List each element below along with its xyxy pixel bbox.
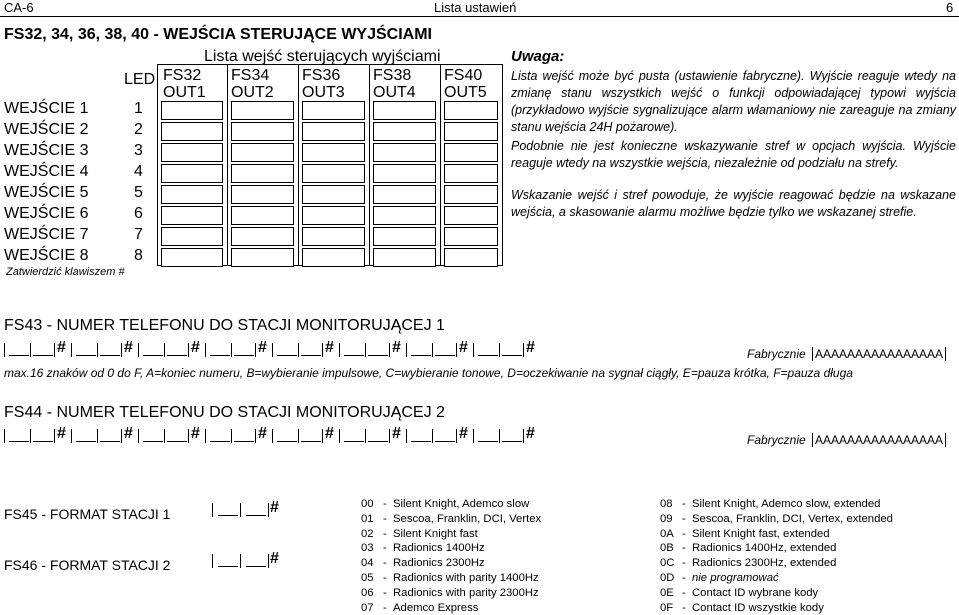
phone-digit-slot[interactable] bbox=[277, 429, 297, 442]
assignment-cell[interactable] bbox=[302, 101, 365, 120]
format-description: Radionics 1400Hz, extended bbox=[692, 542, 837, 555]
digit-separator bbox=[499, 343, 500, 357]
input-row-label: WEJŚCIE 5 bbox=[4, 184, 89, 201]
digit-separator bbox=[164, 429, 165, 443]
fs44-factory-value: AAAAAAAAAAAAAAAA bbox=[812, 433, 946, 447]
format-description: Sescoa, Franklin, DCI, Vertex, extended bbox=[692, 512, 893, 525]
format-description: Contact ID wszystkie kody bbox=[692, 601, 824, 614]
assignment-cell[interactable] bbox=[373, 122, 436, 141]
assignment-cell[interactable] bbox=[231, 122, 294, 141]
assignment-cell[interactable] bbox=[302, 248, 365, 267]
fs44-factory-label: Fabrycznie bbox=[747, 433, 806, 447]
assignment-cell[interactable] bbox=[444, 101, 498, 120]
format-code: 06 bbox=[361, 586, 374, 599]
phone-digit-slot[interactable] bbox=[368, 343, 388, 356]
assignment-cell[interactable] bbox=[161, 143, 223, 162]
column-out-header: OUT5 bbox=[444, 84, 487, 101]
fs46-bar bbox=[240, 554, 241, 568]
digit-separator bbox=[456, 343, 457, 357]
group-hash: # bbox=[526, 425, 535, 442]
input-row-label: WEJŚCIE 8 bbox=[4, 247, 89, 264]
group-hash: # bbox=[57, 425, 66, 442]
phone-digit-slot[interactable] bbox=[368, 429, 388, 442]
grid-column-line bbox=[157, 64, 158, 266]
format-dash: - bbox=[682, 542, 686, 555]
format-description: Radionics with parity 1400Hz bbox=[393, 572, 539, 584]
grid-top-line bbox=[157, 64, 502, 65]
fs46-bar bbox=[212, 554, 213, 568]
digit-separator bbox=[4, 429, 5, 443]
digit-separator bbox=[205, 429, 206, 443]
digit-separator bbox=[30, 429, 31, 443]
input-led-number: 8 bbox=[134, 247, 143, 264]
assignment-cell[interactable] bbox=[231, 185, 294, 204]
group-hash: # bbox=[459, 339, 468, 356]
digit-separator bbox=[138, 429, 139, 443]
phone-digit-slot[interactable] bbox=[143, 343, 163, 356]
input-row-label: WEJŚCIE 3 bbox=[4, 142, 89, 159]
digit-separator bbox=[71, 429, 72, 443]
fs43-factory-value: AAAAAAAAAAAAAAAA bbox=[812, 347, 946, 361]
digit-separator bbox=[473, 429, 474, 443]
phone-digit-slot[interactable] bbox=[478, 429, 498, 442]
phone-digit-slot[interactable] bbox=[100, 343, 120, 356]
fs46-hash: # bbox=[270, 550, 279, 567]
group-hash: # bbox=[392, 425, 401, 442]
format-description: Silent Knight fast bbox=[393, 527, 478, 540]
digit-separator bbox=[523, 343, 524, 357]
assignment-cell[interactable] bbox=[231, 143, 294, 162]
assignment-cell[interactable] bbox=[231, 227, 294, 246]
group-hash: # bbox=[124, 339, 133, 356]
assignment-cell[interactable] bbox=[231, 101, 294, 120]
digit-separator bbox=[121, 429, 122, 443]
format-description: Silent Knight, Ademco slow, extended bbox=[692, 498, 881, 510]
column-fs-header: FS38 bbox=[373, 67, 412, 84]
column-fs-header: FS34 bbox=[231, 67, 270, 84]
assignment-cell[interactable] bbox=[161, 122, 223, 141]
digit-separator bbox=[473, 343, 474, 357]
digit-separator bbox=[365, 343, 366, 357]
format-code: 08 bbox=[660, 498, 673, 510]
digit-separator bbox=[97, 429, 98, 443]
group-hash: # bbox=[191, 339, 200, 356]
led-header: LED bbox=[124, 71, 156, 88]
phone-digit-slot[interactable] bbox=[33, 343, 53, 356]
format-code: 0B bbox=[660, 542, 674, 555]
assignment-cell[interactable] bbox=[161, 227, 223, 246]
assignment-cell[interactable] bbox=[161, 164, 223, 183]
format-dash: - bbox=[682, 572, 686, 584]
input-row-label: WEJŚCIE 7 bbox=[4, 226, 89, 243]
page-number: 6 bbox=[946, 0, 954, 15]
format-code: 01 bbox=[361, 512, 374, 525]
digit-separator bbox=[365, 429, 366, 443]
format-code: 04 bbox=[361, 557, 374, 570]
format-description: Radionics 2300Hz, extended bbox=[692, 557, 837, 570]
group-hash: # bbox=[325, 425, 334, 442]
header-code: CA-6 bbox=[4, 0, 34, 15]
assignment-cell[interactable] bbox=[302, 143, 365, 162]
digit-separator bbox=[406, 343, 407, 357]
phone-digit-slot[interactable] bbox=[210, 343, 230, 356]
format-dash: - bbox=[682, 557, 686, 570]
digit-separator bbox=[272, 343, 273, 357]
format-dash: - bbox=[682, 527, 686, 540]
assignment-cell[interactable] bbox=[161, 248, 223, 267]
group-hash: # bbox=[258, 339, 267, 356]
grid-column-line bbox=[440, 64, 441, 266]
phone-digit-slot[interactable] bbox=[234, 343, 254, 356]
phone-digit-slot[interactable] bbox=[9, 429, 29, 442]
digit-separator bbox=[138, 343, 139, 357]
digit-separator bbox=[255, 343, 256, 357]
assignment-cell[interactable] bbox=[231, 248, 294, 267]
format-dash: - bbox=[383, 572, 387, 584]
input-led-number: 2 bbox=[134, 121, 143, 138]
input-led-number: 1 bbox=[134, 100, 143, 117]
digit-separator bbox=[298, 429, 299, 443]
assignment-cell[interactable] bbox=[161, 206, 223, 225]
format-description: Silent Knight, Ademco slow bbox=[393, 498, 530, 510]
header-rule bbox=[0, 16, 959, 17]
column-fs-header: FS36 bbox=[302, 67, 341, 84]
phone-digit-slot[interactable] bbox=[344, 343, 364, 356]
fs43-factory-label: Fabrycznie bbox=[747, 347, 806, 361]
phone-digit-slot[interactable] bbox=[76, 429, 96, 442]
note-paragraph-2: Podobnie nie jest konieczne wskazywanie stref w opcjach wyjścia. Wyjście reaguje wtedy na wszystkie wejścia, niezależnie od podziału na strefy. bbox=[511, 139, 956, 170]
digit-separator bbox=[54, 343, 55, 357]
note-paragraph-3: Wskazanie wejść i stref powoduje, że wyjście reagować będzie na wskazane wejścia, a skasowanie alarmu możliwe będzie tylko we wskazanej strefie. bbox=[511, 188, 956, 219]
assignment-cell[interactable] bbox=[161, 185, 223, 204]
digit-separator bbox=[188, 429, 189, 443]
digit-separator bbox=[322, 343, 323, 357]
assignment-cell[interactable] bbox=[373, 227, 436, 246]
phone-digit-slot[interactable] bbox=[301, 343, 321, 356]
assignment-cell[interactable] bbox=[373, 164, 436, 183]
assignment-cell[interactable] bbox=[231, 164, 294, 183]
digit-separator bbox=[71, 343, 72, 357]
digit-separator bbox=[4, 343, 5, 357]
format-code: 05 bbox=[361, 572, 374, 584]
column-out-header: OUT1 bbox=[163, 84, 206, 101]
fs45-hash: # bbox=[270, 499, 279, 516]
digit-separator bbox=[389, 429, 390, 443]
input-row-label: WEJŚCIE 2 bbox=[4, 121, 89, 138]
assignment-cell[interactable] bbox=[373, 185, 436, 204]
format-code: 09 bbox=[660, 512, 673, 525]
format-code: 0A bbox=[660, 527, 674, 540]
grid-column-line bbox=[502, 64, 503, 266]
fs45-label: FS45 - FORMAT STACJI 1 bbox=[4, 506, 171, 522]
digit-separator bbox=[272, 429, 273, 443]
digit-separator bbox=[499, 429, 500, 443]
format-code: 0C bbox=[660, 557, 675, 570]
fs43-hint: max.16 znaków od 0 do F, A=koniec numeru, B=wybieranie impulsowe, C=wybieranie tonowe, D=oczekiwanie na sygnał ciągły, E=pauza krótka, F=pauza długa bbox=[4, 366, 853, 380]
fs45-digit-1[interactable] bbox=[218, 503, 238, 516]
digit-separator bbox=[432, 429, 433, 443]
format-description: Sescoa, Franklin, DCI, Vertex bbox=[393, 512, 542, 525]
phone-digit-slot[interactable] bbox=[411, 429, 431, 442]
phone-digit-slot[interactable] bbox=[33, 429, 53, 442]
digit-separator bbox=[339, 429, 340, 443]
digit-separator bbox=[339, 343, 340, 357]
phone-digit-slot[interactable] bbox=[76, 343, 96, 356]
assignment-cell[interactable] bbox=[302, 122, 365, 141]
column-fs-header: FS40 bbox=[444, 67, 483, 84]
assignment-cell[interactable] bbox=[444, 164, 498, 183]
input-led-number: 6 bbox=[134, 205, 143, 222]
format-description: Radionics 1400Hz bbox=[393, 542, 485, 555]
digit-separator bbox=[406, 429, 407, 443]
format-description: Silent Knight fast, extended bbox=[692, 527, 830, 540]
format-dash: - bbox=[383, 601, 387, 614]
format-dash: - bbox=[682, 601, 686, 614]
format-dash: - bbox=[682, 586, 686, 599]
phone-digit-slot[interactable] bbox=[167, 343, 187, 356]
digit-separator bbox=[322, 429, 323, 443]
fs45-bar bbox=[240, 503, 241, 517]
format-dash: - bbox=[682, 512, 686, 525]
phone-digit-slot[interactable] bbox=[502, 343, 522, 356]
digit-separator bbox=[121, 343, 122, 357]
format-description: Radionics 2300Hz bbox=[393, 557, 485, 570]
grid-column-line bbox=[227, 64, 228, 266]
format-description: Radionics with parity 2300Hz bbox=[393, 586, 539, 599]
group-hash: # bbox=[392, 339, 401, 356]
note-paragraph-1: Lista wejść może być pusta (ustawienie fabryczne). Wyjście reaguje wtedy na zmianę stanu wszystkich wejść o funkcji odpowiadającej typowi wyjścia (przykładowo wyjście sygnalizujące alarm włamaniowy nie zareaguje na zmiany stanu wejścia 24H pożarowe). bbox=[511, 69, 956, 134]
fs46-digit-1[interactable] bbox=[218, 554, 238, 567]
digit-separator bbox=[188, 343, 189, 357]
column-out-header: OUT2 bbox=[231, 84, 274, 101]
assignment-cell[interactable] bbox=[444, 143, 498, 162]
digit-separator bbox=[205, 343, 206, 357]
fs46-digit-2[interactable] bbox=[246, 554, 266, 567]
assignment-cell[interactable] bbox=[444, 206, 498, 225]
assignment-cell[interactable] bbox=[231, 206, 294, 225]
assignment-cell[interactable] bbox=[373, 143, 436, 162]
digit-separator bbox=[298, 343, 299, 357]
column-out-header: OUT4 bbox=[373, 84, 416, 101]
table-group-title: Lista wejść sterujących wyjściami bbox=[204, 48, 441, 65]
digit-separator bbox=[30, 343, 31, 357]
format-dash: - bbox=[383, 512, 387, 525]
fs43-heading: FS43 - NUMER TELEFONU DO STACJI MONITORUJĄCEJ 1 bbox=[4, 317, 445, 334]
fs45-bar bbox=[268, 503, 269, 517]
digit-separator bbox=[231, 343, 232, 357]
fs45-digit-2[interactable] bbox=[246, 503, 266, 516]
input-led-number: 7 bbox=[134, 226, 143, 243]
assignment-cell[interactable] bbox=[161, 101, 223, 120]
note-title: Uwaga: bbox=[511, 48, 565, 65]
digit-separator bbox=[97, 343, 98, 357]
digit-separator bbox=[432, 343, 433, 357]
group-hash: # bbox=[124, 425, 133, 442]
phone-digit-slot[interactable] bbox=[435, 429, 455, 442]
format-dash: - bbox=[383, 527, 387, 540]
format-code: 0D bbox=[660, 572, 675, 584]
assignment-cell[interactable] bbox=[373, 101, 436, 120]
group-hash: # bbox=[191, 425, 200, 442]
assignment-cell[interactable] bbox=[302, 164, 365, 183]
format-dash: - bbox=[682, 498, 686, 510]
assignment-cell[interactable] bbox=[444, 248, 498, 267]
format-description: nie programować bbox=[692, 572, 779, 584]
column-fs-header: FS32 bbox=[163, 67, 202, 84]
digit-separator bbox=[389, 343, 390, 357]
phone-digit-slot[interactable] bbox=[234, 429, 254, 442]
assignment-cell[interactable] bbox=[302, 185, 365, 204]
assignment-cell[interactable] bbox=[373, 248, 436, 267]
fs46-bar bbox=[268, 554, 269, 568]
phone-digit-slot[interactable] bbox=[167, 429, 187, 442]
confirm-hint: Zatwierdzić klawiszem # bbox=[6, 266, 125, 278]
digit-separator bbox=[231, 429, 232, 443]
digit-separator bbox=[255, 429, 256, 443]
assignment-cell[interactable] bbox=[444, 227, 498, 246]
assignment-cell[interactable] bbox=[373, 206, 436, 225]
input-row-label: WEJŚCIE 6 bbox=[4, 205, 89, 222]
grid-column-line bbox=[369, 64, 370, 266]
assignment-cell[interactable] bbox=[444, 185, 498, 204]
format-code: 00 bbox=[361, 498, 374, 510]
grid-column-line bbox=[298, 64, 299, 266]
section-heading-fs32-40: FS32, 34, 36, 38, 40 - WEJŚCIA STERUJĄCE WYJŚCIAMI bbox=[4, 26, 432, 43]
group-hash: # bbox=[526, 339, 535, 356]
assignment-cell[interactable] bbox=[444, 122, 498, 141]
format-code: 0E bbox=[660, 586, 674, 599]
format-code: 03 bbox=[361, 542, 374, 555]
phone-digit-slot[interactable] bbox=[210, 429, 230, 442]
header-title: Lista ustawień bbox=[434, 0, 517, 15]
assignment-cell[interactable] bbox=[302, 227, 365, 246]
format-description: Contact ID wybrane kody bbox=[692, 586, 819, 599]
format-dash: - bbox=[383, 498, 387, 510]
phone-digit-slot[interactable] bbox=[277, 343, 297, 356]
phone-digit-slot[interactable] bbox=[143, 429, 163, 442]
phone-digit-slot[interactable] bbox=[9, 343, 29, 356]
format-description: Ademco Express bbox=[393, 601, 479, 614]
format-dash: - bbox=[383, 542, 387, 555]
format-code: 0F bbox=[660, 601, 674, 614]
format-dash: - bbox=[383, 586, 387, 599]
digit-separator bbox=[523, 429, 524, 443]
phone-digit-slot[interactable] bbox=[301, 429, 321, 442]
phone-digit-slot[interactable] bbox=[411, 343, 431, 356]
input-led-number: 5 bbox=[134, 184, 143, 201]
input-led-number: 3 bbox=[134, 142, 143, 159]
digit-separator bbox=[164, 343, 165, 357]
group-hash: # bbox=[57, 339, 66, 356]
digit-separator bbox=[456, 429, 457, 443]
phone-digit-slot[interactable] bbox=[435, 343, 455, 356]
phone-digit-slot[interactable] bbox=[478, 343, 498, 356]
input-led-number: 4 bbox=[134, 163, 143, 180]
group-hash: # bbox=[258, 425, 267, 442]
group-hash: # bbox=[459, 425, 468, 442]
phone-digit-slot[interactable] bbox=[502, 429, 522, 442]
phone-digit-slot[interactable] bbox=[344, 429, 364, 442]
format-code: 02 bbox=[361, 527, 374, 540]
format-dash: - bbox=[383, 557, 387, 570]
input-row-label: WEJŚCIE 4 bbox=[4, 163, 89, 180]
input-row-label: WEJŚCIE 1 bbox=[4, 100, 89, 117]
column-out-header: OUT3 bbox=[302, 84, 345, 101]
digit-separator bbox=[54, 429, 55, 443]
format-code: 07 bbox=[361, 601, 374, 614]
fs45-bar bbox=[212, 503, 213, 517]
fs46-label: FS46 - FORMAT STACJI 2 bbox=[4, 557, 171, 573]
assignment-cell[interactable] bbox=[302, 206, 365, 225]
fs44-heading: FS44 - NUMER TELEFONU DO STACJI MONITORUJĄCEJ 2 bbox=[4, 404, 445, 421]
phone-digit-slot[interactable] bbox=[100, 429, 120, 442]
group-hash: # bbox=[325, 339, 334, 356]
